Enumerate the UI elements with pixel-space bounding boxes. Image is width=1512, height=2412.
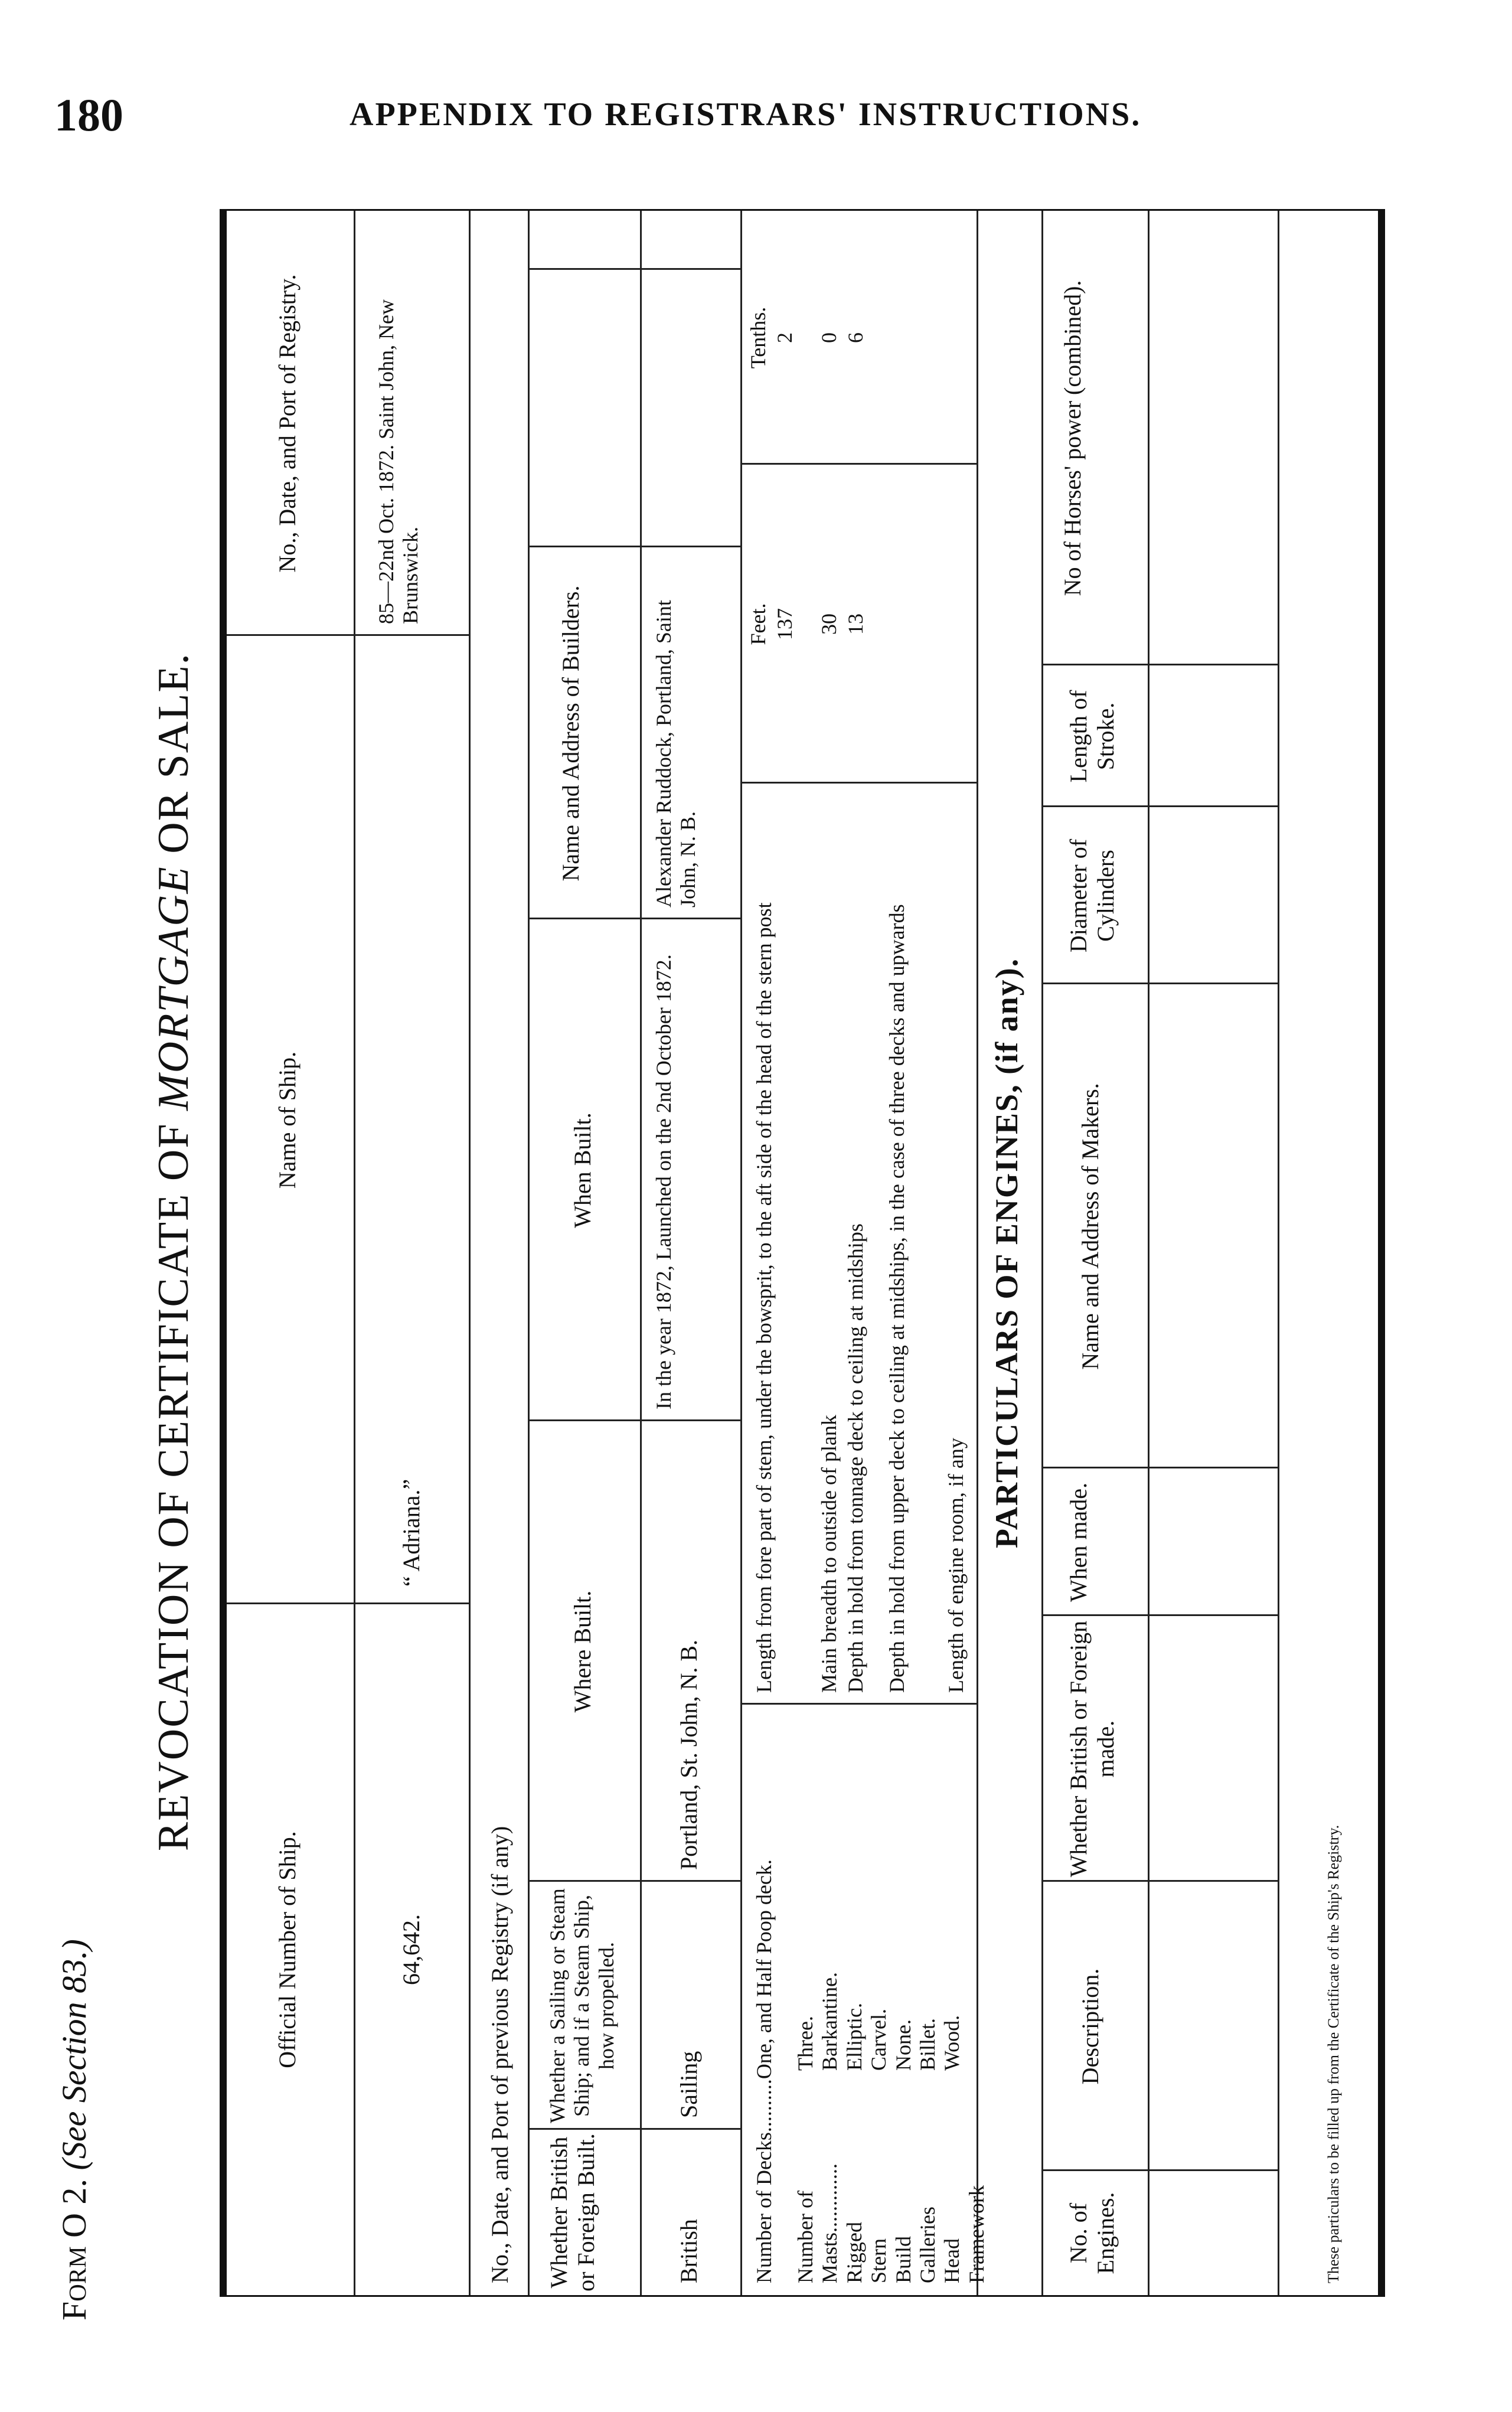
form-label xyxy=(54,1939,94,2320)
framework-label: Framework xyxy=(964,2185,988,2283)
sailing-value: Sailing xyxy=(675,2051,702,2118)
particulars-labels xyxy=(793,2077,989,2283)
footnote: These particulars to be filled up from the Certificate of the Ship's Registry. xyxy=(1325,1824,1342,2283)
british-foreign-header: Whether British or Foreign Built. xyxy=(546,2133,599,2292)
previous-registry: No., Date, and Port of previous Registry (if any) xyxy=(486,1826,513,2283)
section-reference: (See Section 83.) xyxy=(55,1939,93,2171)
masts-value: Three. xyxy=(793,2016,817,2071)
sailing-steam-header: Whether a Sailing or Steam Ship; and if a Steam Ship, how propelled. xyxy=(546,1888,618,2123)
rule xyxy=(640,211,642,2295)
engines-makers-header: Name and Address of Makers. xyxy=(1077,1083,1103,1370)
measurement-3: Depth in hold from tonnage deck to ceiling at midships xyxy=(844,1223,867,1693)
galleries-label: Galleries xyxy=(915,2207,939,2283)
when-built-value: In the year 1872, Launched on the 2nd October 1872. xyxy=(652,954,675,1409)
particulars-values xyxy=(793,1894,965,2071)
engines-no-header: No. of Engines. xyxy=(1065,2192,1119,2274)
rule xyxy=(528,211,530,2295)
builders-header: Name and Address of Builders. xyxy=(557,585,584,882)
rule xyxy=(740,211,742,2295)
engines-title: PARTICULARS OF ENGINES, (if any). xyxy=(989,957,1024,1549)
running-head: APPENDIX TO REGISTRARS' INSTRUCTIONS. xyxy=(350,96,1142,133)
rule xyxy=(528,268,740,270)
rule xyxy=(469,211,471,2295)
builders-value: Alexander Ruddock, Portland, Saint John, N. B. xyxy=(652,600,700,908)
rule xyxy=(227,1602,469,1604)
framework-value: Wood. xyxy=(940,2015,964,2071)
engines-origin-header: Whether British or Foreign made. xyxy=(1065,1620,1119,1878)
rule xyxy=(528,1880,740,1882)
form-title-italic: MORTGAGE xyxy=(149,866,198,1111)
tenths-1: 2 xyxy=(773,332,796,343)
form-number: Form O 2. xyxy=(55,2178,93,2320)
feet-3: 13 xyxy=(844,613,867,635)
rigged-label: Rigged xyxy=(842,2222,866,2283)
form-title-post: OR SALE. xyxy=(149,652,198,854)
head-label: Head xyxy=(940,2238,964,2283)
tenths-2: 0 xyxy=(817,332,841,343)
form-title xyxy=(149,183,199,2320)
rule xyxy=(740,1703,977,1705)
british-value: British xyxy=(675,2219,702,2283)
engines-diameter-header: Diameter of Cylinders xyxy=(1065,838,1119,953)
galleries-value: None. xyxy=(891,2019,915,2071)
feet-1: 137 xyxy=(773,608,796,640)
registry-header: No., Date, and Port of Registry. xyxy=(274,274,301,573)
where-built-value: Portland, St. John, N. B. xyxy=(675,1639,702,1870)
feet-2: 30 xyxy=(817,613,841,635)
ship-name-value: “ Adriana.” xyxy=(398,1478,424,1587)
registry-table xyxy=(220,209,1385,2297)
engines-horsepower-header: No of Horses' power (combined). xyxy=(1059,280,1086,596)
when-built-header: When Built. xyxy=(569,1112,596,1228)
rule xyxy=(354,211,355,2295)
rule xyxy=(1041,211,1043,2295)
rule xyxy=(528,1419,740,1421)
official-number-header: Official Number of Ship. xyxy=(274,1831,301,2068)
rule xyxy=(227,634,469,636)
rule xyxy=(1278,211,1279,2295)
official-number-value: 64,642. xyxy=(398,1914,424,1985)
engines-when-header: When made. xyxy=(1065,1482,1092,1602)
rotated-form xyxy=(54,183,1442,2320)
where-built-header: Where Built. xyxy=(569,1590,596,1713)
tenths-3: 6 xyxy=(844,332,867,343)
measurement-1: Length from fore part of stem, under the bowsprit, to the aft side of the head of the stern post xyxy=(752,902,776,1693)
tenths-header: Tenths. xyxy=(746,306,770,369)
stern-value: Elliptic. xyxy=(842,2003,866,2071)
measurement-2: Main breadth to outside of plank xyxy=(817,1415,841,1693)
form-title-pre: REVOCATION OF CERTIFICATE OF xyxy=(149,1122,198,1852)
rule xyxy=(1148,211,1149,2295)
ship-name-header: Name of Ship. xyxy=(274,1051,301,1189)
rigged-value: Barkantine. xyxy=(818,1972,842,2071)
build-label: Build xyxy=(891,2235,915,2283)
measurement-5: Length of engine room, if any xyxy=(944,1438,968,1693)
page-number: 180 xyxy=(54,89,123,141)
feet-header: Feet. xyxy=(746,603,770,645)
engines-stroke-header: Length of Stroke. xyxy=(1065,690,1119,783)
head-value: Billet. xyxy=(915,2018,939,2071)
measurement-4: Depth in hold from upper deck to ceiling at midships, in the case of three decks and upwards xyxy=(885,904,909,1693)
stern-label: Stern xyxy=(867,2238,891,2283)
build-value: Carvel. xyxy=(867,2009,891,2071)
registry-value: 85—22nd Oct. 1872. Saint John, New Brunswick. xyxy=(374,299,423,624)
masts-label: Number of Masts............. xyxy=(793,2163,842,2283)
engines-description-header: Description. xyxy=(1077,1968,1103,2085)
rule xyxy=(977,211,978,2295)
page-header xyxy=(54,89,1430,154)
decks: Number of Decks..........One, and Half Poop deck. xyxy=(752,1859,776,2283)
